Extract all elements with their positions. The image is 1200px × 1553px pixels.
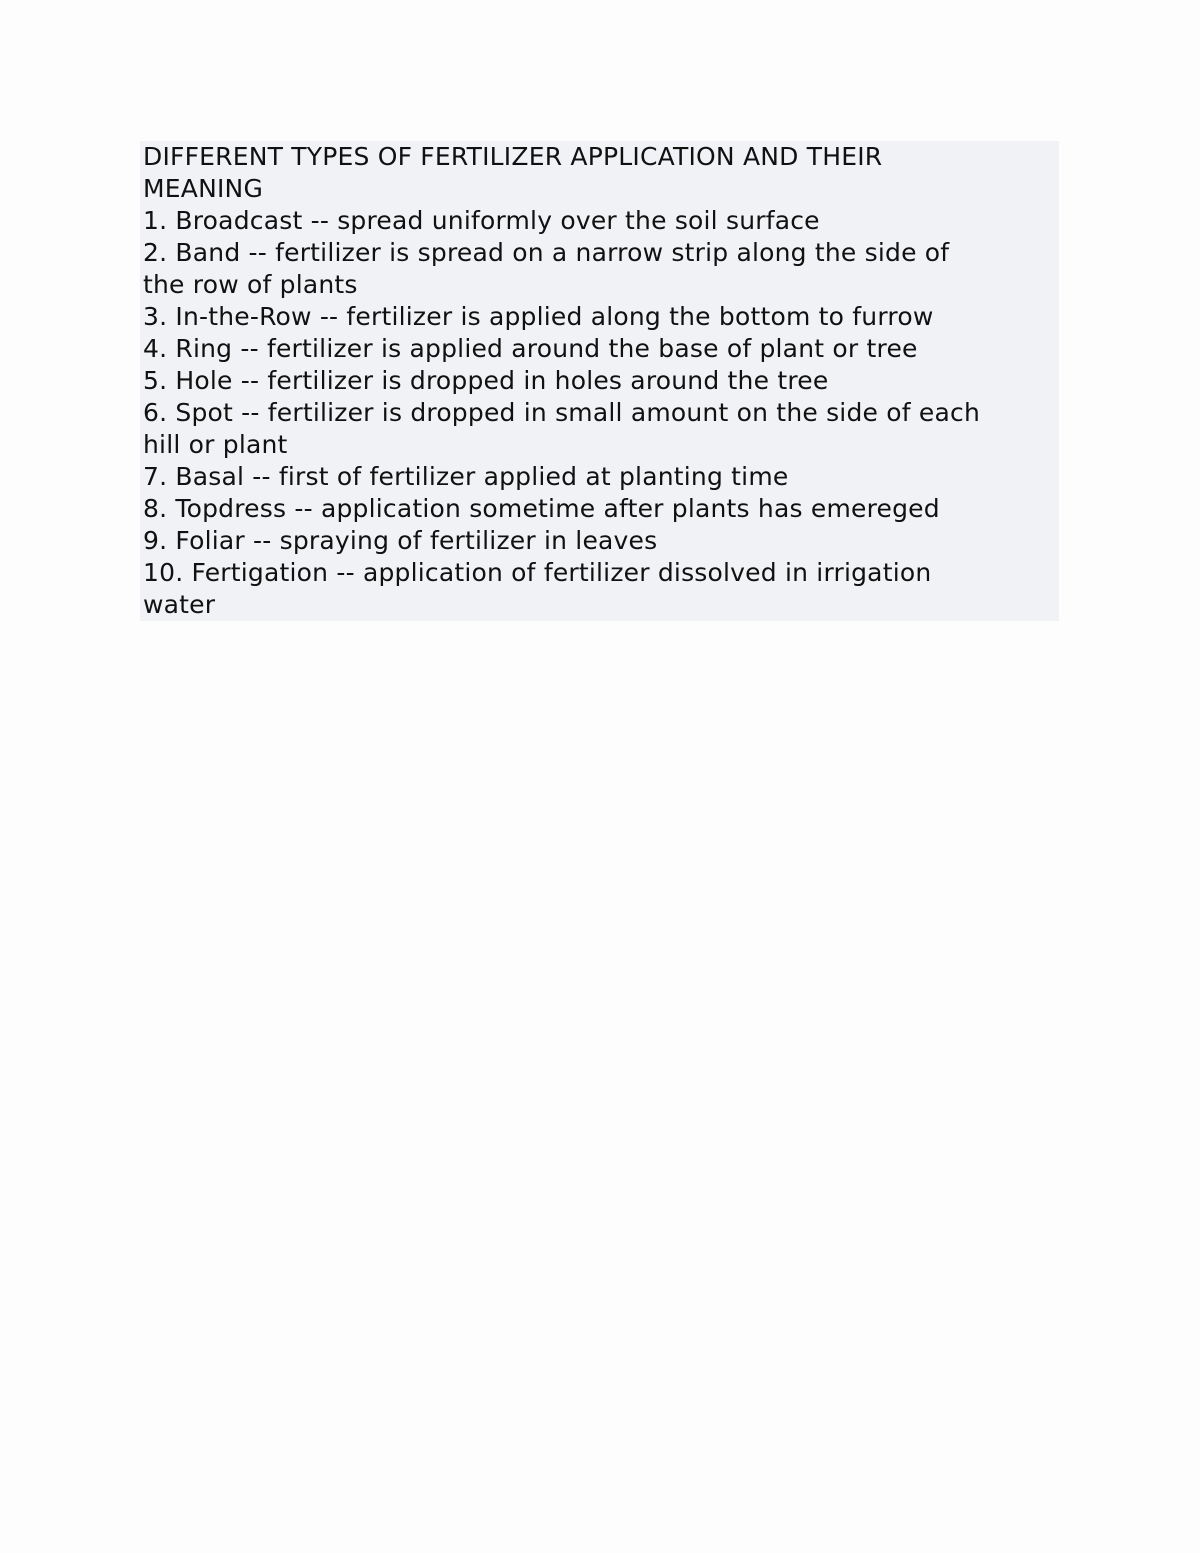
fertilizer-text-block (140, 141, 1059, 621)
list-line-spot-cont: hill or plant (143, 430, 288, 459)
list-line-fertigation-cont: water (143, 590, 216, 619)
list-line-band: 2. Band -- fertilizer is spread on a narrow strip along the side of (143, 238, 950, 267)
list-line-hole: 5. Hole -- fertilizer is dropped in holes around the tree (143, 366, 829, 395)
list-line-foliar: 9. Foliar -- spraying of fertilizer in leaves (143, 526, 658, 555)
document-title-line-1: DIFFERENT TYPES OF FERTILIZER APPLICATION AND THEIR (143, 142, 883, 171)
list-line-in-the-row: 3. In-the-Row -- fertilizer is applied along the bottom to furrow (143, 302, 934, 331)
list-line-band-cont: the row of plants (143, 270, 358, 299)
list-line-broadcast: 1. Broadcast -- spread uniformly over the soil surface (143, 206, 820, 235)
list-line-spot: 6. Spot -- fertilizer is dropped in small amount on the side of each (143, 398, 980, 427)
document-title-line-2: MEANING (143, 174, 264, 203)
list-line-basal: 7. Basal -- first of fertilizer applied at planting time (143, 462, 789, 491)
list-line-fertigation: 10. Fertigation -- application of fertilizer dissolved in irrigation (143, 558, 932, 587)
list-line-topdress: 8. Topdress -- application sometime after plants has emereged (143, 494, 940, 523)
list-line-ring: 4. Ring -- fertilizer is applied around the base of plant or tree (143, 334, 918, 363)
